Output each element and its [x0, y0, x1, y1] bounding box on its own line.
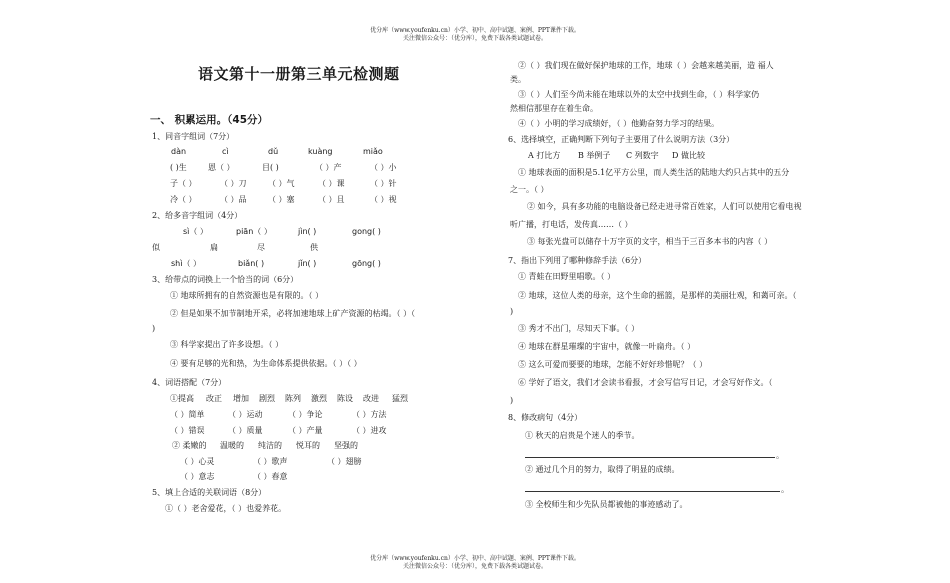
q1-r3-c5: （ ）视	[370, 195, 397, 204]
q4-r2-c4: （ ）进攻	[352, 426, 387, 435]
q6-option-b: B 举例子	[578, 151, 611, 160]
q4-r2-c1: （ ）错误	[170, 426, 205, 435]
q4-word-9: 猛烈	[392, 394, 408, 403]
q4-r2-c3: （ ）产量	[288, 426, 323, 435]
q6-option-c: C 列数字	[626, 151, 659, 160]
q4-word2-3: 纯洁的	[258, 441, 282, 450]
q3-item-3: ③ 科学家提出了许多设想。（ ）	[170, 340, 284, 349]
page-footer	[0, 555, 950, 571]
q5-item-4: ④（ ）小明的学习成绩好，（ ）他勤奋努力学习的结果。	[518, 119, 720, 128]
q1-r3-c3: （ ）塞	[268, 195, 295, 204]
q6-option-a: A 打比方	[528, 151, 561, 160]
q1-r2-c1: 子（ ）	[170, 179, 197, 188]
q2-r1-c4: gong( )	[352, 227, 381, 236]
q8-answer-line-1[interactable]	[525, 457, 775, 458]
q6-item-2: ② 如今，具有多功能的电脑设备已经走进寻常百姓家，人们可以使用它看电视	[527, 202, 802, 211]
q3-item-2-cont: )	[152, 324, 156, 333]
q1-r2-c4: （ ）课	[318, 179, 345, 188]
q8-title: 8、修改病句（4分）	[508, 413, 583, 422]
q6-option-d: D 做比较	[672, 151, 705, 160]
q4-word-8: 改进	[363, 394, 379, 403]
q1-r1-c4: （ ）产	[315, 163, 342, 172]
q5-title: 5、填上合适的关联词语（8分）	[152, 488, 267, 497]
q4-word-3: 增加	[233, 394, 249, 403]
q6-item-3: ③ 每张光盘可以储存十万字页的文字，相当于三百多本书的内容（ ）	[527, 237, 773, 246]
q6-item-2-cont: 听广播，打电话，发传真……（ ）	[510, 220, 633, 229]
header-line-1: 优分库（www.youfenku.cn）小学、初中、高中试题、案例、PPT课件下载。	[370, 27, 580, 34]
footer-line-2: 关注微信公众号：（优分库），免费下载各类试题试卷。	[402, 563, 547, 570]
q4-word2-5: 坚强的	[334, 441, 358, 450]
q4-word-1: ①提高	[170, 394, 194, 403]
q4-word-5: 陈列	[285, 394, 301, 403]
q4-word2-4: 悦耳的	[296, 441, 320, 450]
q1-pinyin-1: dàn	[171, 147, 187, 156]
q2-char-1: 似	[152, 243, 160, 252]
q7-item-6-cont: )	[510, 396, 514, 405]
q2-char-2: 扁	[210, 243, 218, 252]
q6-item-1-cont: 之一。（ ）	[510, 185, 549, 194]
q4-r1-c1: （ ）简单	[170, 410, 205, 419]
q1-pinyin-4: kuàng	[308, 147, 333, 156]
q2-r2-c4: gōng( )	[352, 259, 381, 268]
q7-title: 7、指出下列用了哪种修辞手法（6分）	[508, 256, 647, 265]
q2-r2-c1: shì（ ）	[171, 259, 202, 268]
q2-r1-c3: jìn( )	[298, 227, 317, 236]
q7-item-6: ⑥ 学好了语文，我们才会读书看报，才会写信写日记，才会写好作文。（	[518, 378, 773, 387]
q3-item-4: ④ 要有足够的光和热，为生命体系提供依据。（ ）（ ）	[170, 359, 362, 368]
q4-r1-c3: （ ）争论	[288, 410, 323, 419]
q2-r1-c2: piān（ ）	[236, 227, 272, 236]
q3-title: 3、给带点的词换上一个恰当的词（6分）	[152, 275, 299, 284]
q4-r4-c1: （ ）意志	[180, 472, 215, 481]
q4-word2-1: ② 柔嫩的	[172, 441, 207, 450]
q6-item-1: ① 地球表面的面积是5.1亿平方公里，而人类生活的陆地大约只占其中的五分	[518, 168, 790, 177]
q8-answer-line-2[interactable]	[525, 491, 780, 492]
section-heading: 一、 积累运用。（45分）	[150, 114, 269, 126]
q2-r2-c3: jǐn( )	[298, 259, 317, 268]
q5-item-2: ②（ ）我们现在做好保护地球的工作，地球（ ）会越来越美丽，造 福人	[518, 61, 774, 70]
q5-item-1: ①（ ）老舍爱花，（ ）也爱养花。	[165, 504, 287, 513]
q3-item-2: ② 但是如果不加节制地开采，必将加速地球上矿产资源的枯竭。（ ）（	[170, 309, 416, 318]
q1-r2-c2: （ ）刀	[220, 179, 247, 188]
q4-r2-c2: （ ）质量	[228, 426, 263, 435]
q2-r1-c1: sì（ ）	[183, 227, 208, 236]
q8-end-mark-2: 。	[781, 485, 789, 494]
q1-r1-c3: 目( )	[262, 163, 279, 172]
q1-r1-c2: 恩（ ）	[208, 163, 235, 172]
q5-item-2-cont: 类。	[510, 75, 526, 84]
q2-title: 2、给多音字组词（4分）	[152, 211, 243, 220]
q1-r1-c5: （ ）小	[370, 163, 397, 172]
q2-char-3: 尽	[257, 243, 265, 252]
q1-pinyin-5: miǎo	[363, 147, 383, 156]
q1-r2-c3: （ ）气	[268, 179, 295, 188]
q7-item-5: ⑤ 这么可爱而要要的地球，怎能不好好珍惜呢？（ ）	[518, 360, 708, 369]
q1-r3-c1: 冷（ ）	[170, 195, 197, 204]
q7-item-4: ④ 地球在群星璀璨的宇宙中，就像一叶扁舟。（ ）	[518, 342, 696, 351]
q4-r3-c1: （ ）心灵	[180, 457, 215, 466]
q4-r3-c2: （ ）歌声	[253, 457, 288, 466]
q7-item-2: ② 地球，这位人类的母亲，这个生命的摇篮，是那样的美丽壮观，和蔼可亲。（	[518, 291, 797, 300]
q1-title: 1、同音字组词（7分）	[152, 132, 235, 141]
q1-r1-c1: ( )生	[170, 163, 187, 172]
q5-item-3: ③（ ）人们至今尚未能在地球以外的太空中找到生命，（ ）科学家仍	[518, 90, 760, 99]
q8-end-mark-1: 。	[776, 451, 784, 460]
q4-title: 4、词语搭配（7分）	[152, 378, 227, 387]
q1-pinyin-3: dǔ	[268, 147, 279, 156]
q4-word-7: 陈设	[337, 394, 353, 403]
q3-item-1: ① 地球所拥有的自然资源也是有限的。（ ）	[170, 291, 324, 300]
q7-item-3: ③ 秀才不出门，尽知天下事。（ ）	[518, 324, 640, 333]
q4-word-2: 改正	[206, 394, 222, 403]
q4-word-4: 剧烈	[259, 394, 275, 403]
exam-title: 语文第十一册第三单元检测题	[198, 65, 400, 83]
q2-char-4: 供	[310, 243, 318, 252]
q1-r3-c4: （ ）且	[318, 195, 345, 204]
footer-line-1: 优分库（www.youfenku.cn）小学、初中、高中试题、案例、PPT课件下载。	[370, 555, 580, 562]
q7-item-1: ① 青蛙在田野里唱歌。（ ）	[518, 272, 616, 281]
q8-item-2: ② 通过几个月的努力，取得了明显的成绩。	[525, 465, 680, 474]
q1-pinyin-2: cì	[222, 147, 229, 156]
q4-r1-c4: （ ）方法	[352, 410, 387, 419]
q7-item-2-cont: )	[510, 307, 514, 316]
header-line-2: 关注微信公众号：（优分库），免费下载各类试题试卷。	[402, 35, 547, 42]
q4-r1-c2: （ ）运动	[228, 410, 263, 419]
q6-title: 6、选择填空，正确判断下列句子主要用了什么说明方法（3分）	[508, 135, 735, 144]
q8-item-3: ③ 全校师生和少先队员都被他的事迹感动了。	[525, 500, 688, 509]
page-header	[0, 27, 950, 43]
q4-r4-c2: （ ）春意	[253, 472, 288, 481]
q4-word2-2: 温暖的	[220, 441, 244, 450]
q4-r3-c3: （ ）翅膀	[327, 457, 362, 466]
q4-word-6: 激烈	[311, 394, 327, 403]
q1-r3-c2: （ ）品	[220, 195, 247, 204]
q1-r2-c5: （ ）针	[370, 179, 397, 188]
q8-item-1: ① 秋天的启贵是个迷人的季节。	[525, 431, 640, 440]
q5-item-3-cont: 然相信那里存在着生命。	[510, 104, 598, 113]
q2-r2-c2: biǎn( )	[238, 259, 265, 268]
